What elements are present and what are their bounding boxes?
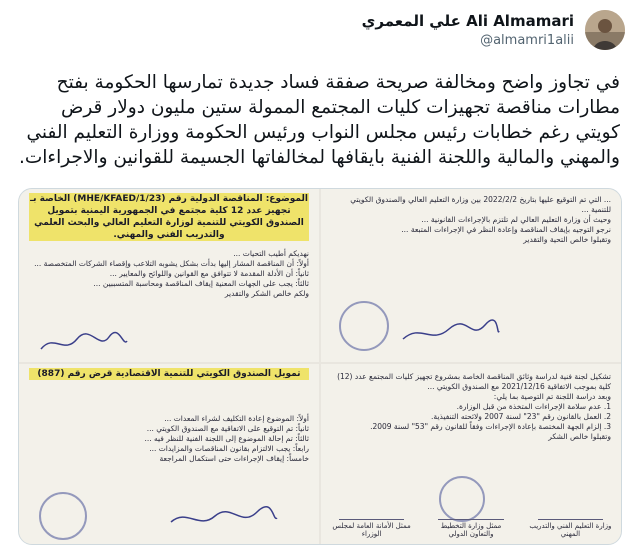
signature-scribble-icon (401, 317, 501, 347)
document-1-body: نهديكم أطيب التحيات ... أولاً: أن المناقصة المشار إليها بدأت بشكل يشوبه التلاعب وإقصاء الشركات المتخصصة ... ثانياً: أن الأدلة المقدمة لا تتوافق مع القوانين واللوائح والمعايير ... ثالثاً: يجب على الجهات المعنية إيقاف المناقصة ومحاسبة المتسببين ... ولكم خالص الشكر والتقدير (34, 249, 309, 298)
signature-scribble-icon (169, 504, 279, 534)
official-stamp-icon (339, 301, 389, 351)
signature-block (428, 509, 513, 538)
signature-line (339, 509, 404, 520)
signature-label: ممثل وزارة التخطيط والتعاون الدولي (440, 522, 502, 538)
signature-block (528, 509, 613, 538)
tweet-text: في تجاوز واضح ومخالفة صريحة صفقة فساد جديدة تمارسها الحكومة بفتح مطارات مناقصة تجهيزات كليات المجتمع الممولة ستين مليون دولار قرض كويتي رغم خطابات رئيس مجلس النواب ورئيس الحكومة ووزارة التعليم الفني والمهني والمالية واللجنة الفنية بايقافها لمخالفاتها الجسيمة للقوانين والاجراءات. (18, 72, 620, 168)
document-image-2[interactable] (321, 189, 621, 362)
tweet-header (0, 0, 640, 60)
document-2-body: ... التي تم التوقيع عليها بتاريخ 2022/2/2 بين وزارة التعليم العالي والصندوق الكويتي للتنمية ... وحيث أن وزارة التعليم العالي لم تلتزم بالإجراءات القانونية ... نرجو التوجيه بإيقاف المناقصة وإعادة النظر في الإجراءات المتبعة ... وتقبلوا خالص التحية والتقدير (350, 195, 611, 244)
signature-line (438, 509, 503, 520)
document-3-heading: تمويل الصندوق الكويتي للتنمية الاقتصادية قرض رقم (887) (29, 368, 309, 380)
avatar[interactable] (585, 10, 625, 50)
document-4-body: تشكيل لجنة فنية لدراسة وثائق المناقصة الخاصة بمشروع تجهيز كليات المجتمع عدد (12) كلية بموجب الاتفاقية 2021/12/16 مع الصندوق الكويتي ... وبعد دراسة اللجنة تم التوصية بما يلي: 1. عدم سلامة الإجراءات المتخذة من قبل الوزارة. 2. العمل بالقانون رقم "23" لسنة 2007 ولائحته التنفيذية. 3. إلزام الجهة المختصة بإعادة الإجراءات وفقاً للقانون رقم "53" لسنة 2009. وتقبلوا خالص الشكر (337, 372, 611, 441)
tweet-media-grid[interactable] (18, 188, 622, 545)
author-names[interactable] (362, 12, 574, 48)
author-handle[interactable]: @almamri1alii (480, 33, 574, 48)
official-stamp-icon (39, 492, 87, 540)
profile-photo-icon (585, 10, 625, 50)
document-image-1[interactable] (19, 189, 319, 362)
signature-block (329, 509, 414, 538)
signature-label: وزارة التعليم الفني والتدريب المهني (529, 522, 612, 538)
document-image-4[interactable] (321, 364, 621, 544)
document-3-body: أولاً: الموضوع إعادة التكليف لشراء المعدات ... ثانياً: تم التوقيع على الاتفاقية مع الصندوق الكويتي ... ثالثاً: تم إحالة الموضوع إلى اللجنة الفنية للنظر فيه ... رابعاً: يجب الالتزام بقانون المناقصات والمزايدات ... خامساً: إيقاف الإجراءات حتى استكمال المراجعة (144, 414, 309, 463)
signature-scribble-icon (39, 329, 129, 357)
signature-label: ممثل الأمانة العامة لمجلس الوزراء (332, 522, 411, 538)
signature-line (538, 509, 603, 520)
document-1-heading: الموضوع: المناقصة الدولية رقم (MHE/KFAED/1/23) الخاصة بـ تجهيز عدد 12 كلية مجتمع في الجمهورية اليمنية بتمويل الصندوق الكويتي للتنمية لوزارة التعليم العالي والبحث العلمي والتدريب الفني والمهني. (30, 194, 308, 240)
author-display-name[interactable]: علي المعمري Ali Almamari (361, 12, 574, 30)
document-image-3[interactable] (19, 364, 319, 544)
signature-row (329, 509, 613, 538)
